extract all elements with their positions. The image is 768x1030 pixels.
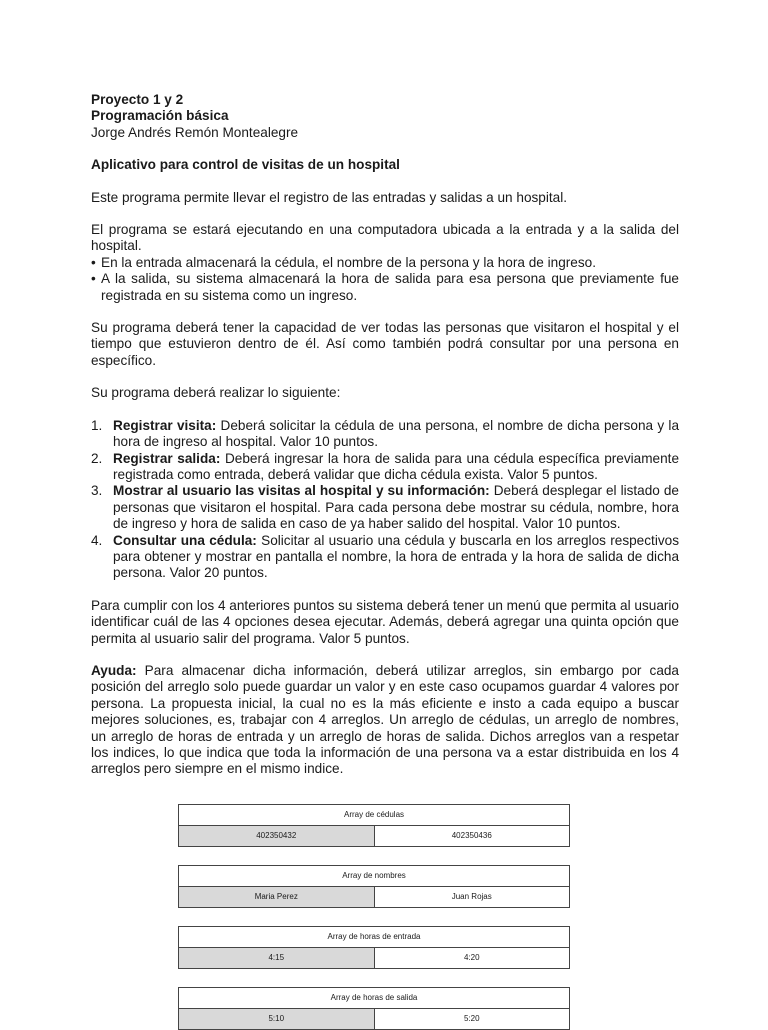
document-page — [91, 92, 679, 1030]
array-row — [179, 948, 569, 968]
array-title: Array de cédulas — [179, 805, 569, 826]
bullet-list — [91, 255, 679, 304]
array-cell: 4:20 — [375, 948, 570, 968]
array-cell: 402350436 — [375, 826, 570, 846]
array-horas-entrada — [178, 926, 570, 969]
requirement-number: 4. — [91, 532, 103, 548]
array-title: Array de horas de entrada — [179, 927, 569, 948]
array-cell: 4:15 — [179, 948, 375, 968]
project-title: Proyecto 1 y 2 — [91, 92, 184, 107]
requirement-number: 1. — [91, 417, 103, 433]
requirement-number: 3. — [91, 483, 103, 499]
array-row — [179, 887, 569, 907]
requirement-item — [91, 483, 679, 532]
requirement-item — [91, 451, 679, 484]
requirement-text: Solicitar al usuario una cédula y buscarla en los arreglos respectivos para obtener y mostrar en pantalla el nombre, la hora de entrada y la hora de salida de dicha persona. Valor 20 puntos. — [113, 532, 679, 581]
requirement-item — [91, 418, 679, 451]
document-header — [91, 92, 679, 141]
array-row — [179, 826, 569, 846]
course-title: Programación básica — [91, 108, 229, 124]
bullet-item: • En la entrada almacenará la cédula, el nombre de la persona y la hora de ingreso. — [91, 255, 679, 271]
bullet-item: • A la salida, su sistema almacenará la hora de salida para esa persona que previamente fue registrada en su sistema como un ingreso. — [91, 271, 679, 304]
help-label: Ayuda: — [91, 662, 137, 678]
array-cell: Maria Perez — [179, 887, 375, 907]
intro-paragraph: Este programa permite llevar el registro de las entradas y salidas a un hospital. — [91, 189, 568, 205]
requirements-intro: Su programa deberá realizar lo siguiente: — [91, 385, 341, 401]
menu-paragraph: Para cumplir con los 4 anteriores puntos su sistema deberá tener un menú que permita al usuario identificar cuál de las 4 opciones desea ejecutar. Además, deberá agregar una quinta opción que permita al usuario salir del programa. Valor 5 puntos. — [91, 597, 679, 646]
array-title: Array de horas de salida — [179, 988, 569, 1009]
array-cell: 5:20 — [375, 1009, 570, 1029]
requirement-item — [91, 533, 679, 582]
array-cell: 402350432 — [179, 826, 375, 846]
help-paragraph — [91, 663, 679, 778]
requirement-text: Deberá solicitar la cédula de una persona, el nombre de dicha persona y la hora de ingreso al hospital. Valor 10 puntos. — [113, 417, 680, 450]
array-title: Array de nombres — [179, 866, 569, 887]
context-paragraph: El programa se estará ejecutando en una computadora ubicada a la entrada y a la salida del hospital. — [91, 222, 679, 254]
requirement-number: 2. — [91, 450, 103, 466]
array-cedulas — [178, 804, 570, 847]
help-text: Para almacenar dicha información, deberá utilizar arreglos, sin embargo por cada posición del arreglo solo puede guardar un valor y en este caso ocupamos guardar 4 valores por persona. La propuesta inicial, la cual no es la más eficiente e insto a cada equipo a buscar mejores soluciones, es, trabajar con 4 arreglos. Un arreglo de cédulas, un arreglo de nombres, un arreglo de horas de entrada y un arreglo de horas de salida. Dichos arreglos van a respetar los indices, lo que indica que toda la información de una persona va a estar distribuida en los 4 arreglos pero siempre en el mismo indice. — [91, 662, 679, 777]
requirement-title: Mostrar al usuario las visitas al hospital y su información: — [113, 483, 490, 499]
requirement-text: Deberá desplegar el listado de personas que visitaron el hospital. Para cada persona debe mostrar su cédula, nombre, hora de ingreso y hora de salida en caso de ya haber salido del hospital. Valor 10 puntos. — [113, 483, 679, 532]
array-cell: Juan Rojas — [375, 887, 570, 907]
author-name: Jorge Andrés Remón Montealegre — [91, 124, 299, 140]
document-title: Aplicativo para control de visitas de un hospital — [91, 157, 400, 173]
capacity-paragraph: Su programa deberá tener la capacidad de ver todas las personas que visitaron el hospital y el tiempo que estuvieron dentro de él. Así como también podrá consultar por una persona en específico. — [91, 320, 679, 368]
array-row — [179, 1009, 569, 1029]
requirement-title: Registrar salida: — [113, 450, 221, 466]
array-cell: 5:10 — [179, 1009, 375, 1029]
requirement-title: Registrar visita: — [113, 417, 217, 433]
array-nombres — [178, 865, 570, 908]
requirement-title: Consultar una cédula: — [113, 532, 257, 548]
array-horas-salida — [178, 987, 570, 1030]
requirements-list — [91, 418, 679, 582]
requirement-text: Deberá ingresar la hora de salida para una cédula específica previamente registrada como entrada, deberá validar que dicha cédula exista. Valor 5 puntos. — [113, 450, 680, 482]
